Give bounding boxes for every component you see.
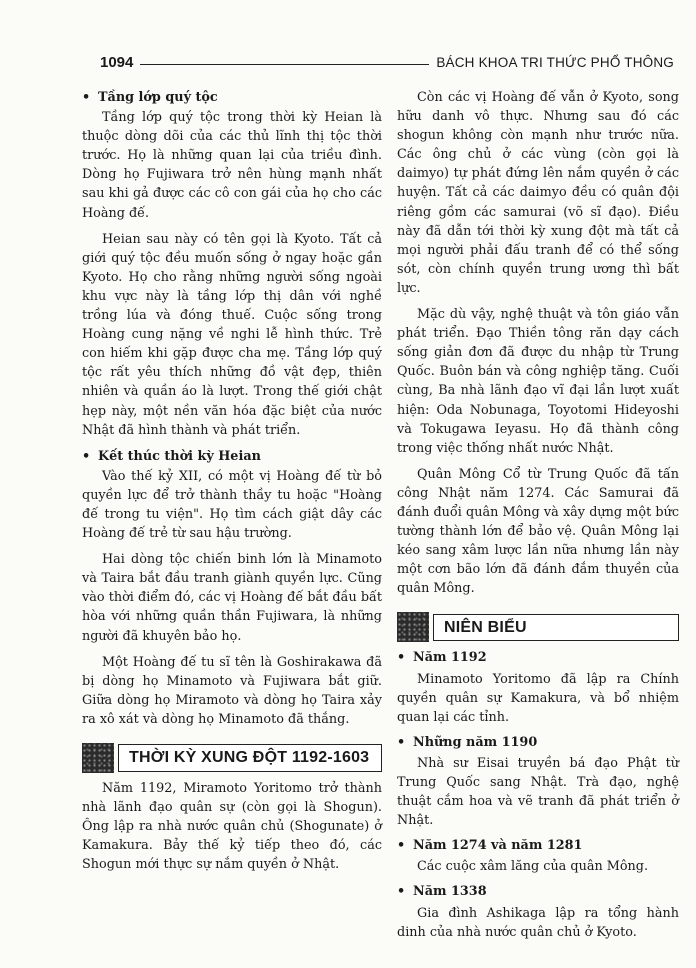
timeline-list bbox=[397, 648, 679, 941]
bullet-icon: • bbox=[397, 650, 406, 666]
section-heading-text: Kết thúc thời kỳ Heian bbox=[98, 448, 261, 464]
bullet-icon: • bbox=[397, 838, 406, 854]
timeline-year bbox=[397, 882, 679, 901]
timeline-text: Các cuộc xâm lăng của quân Mông. bbox=[417, 859, 649, 875]
timeline-year bbox=[397, 733, 679, 752]
bullet-icon: • bbox=[397, 734, 406, 750]
timeline-year-text: Năm 1192 bbox=[413, 650, 487, 666]
section-heading-nobility bbox=[82, 88, 382, 107]
paragraph: Hai dòng tộc chiến binh lớn là Minamoto và Taira bắt đầu tranh giành quyền lực. Cũng vào thời điểm đó, các vị Hoàng đế bắt đầu bất hòa với những quần thần Fujiwara, là những người đã khuyên bảo họ. bbox=[82, 552, 382, 644]
paragraph: Mặc dù vậy, nghệ thuật và tôn giáo vẫn phát triển. Đạo Thiền tông răn dạy cách sống giản đơn đã được du nhập từ Trung Quốc. Buôn bán và công nghiệp tăng. Cuối cùng, Ba nhà lãnh đạo vĩ đại lần lượt xuất hiện: Oda Nobunaga, Toyotomi Hideyoshi và Tokugawa Ieyasu. Họ đã thành công trong việc thống nhất nước Nhật. bbox=[397, 307, 679, 456]
timeline-year bbox=[397, 648, 679, 667]
timeline-text: Minamoto Yoritomo đã lập ra Chính quyền quân sự Kamakura, và bổ nhiệm quan lại các tỉnh. bbox=[397, 671, 679, 725]
paragraph: Còn các vị Hoàng đế vẫn ở Kyoto, song hữu danh vô thực. Nhưng sau đó các shogun không còn mạnh như trước nữa. Các ông chủ ở các vùng (còn gọi là daimyo) tự phát đứng lên nắm quyền ở các huyện. Tất cả các daimyo đều có quân đội riêng gồm các samurai (võ sĩ đạo). Điều này đã dẫn tới thời kỳ xung đột mà tất cả mọi người phải đấu tranh để có thể sống sót, còn chính quyền trung ương thì bất lực. bbox=[397, 90, 679, 296]
paragraph: Quân Mông Cổ từ Trung Quốc đã tấn công Nhật năm 1274. Các Samurai đã đánh đuổi quân Mông và xây dựng một bức tường thành lớn để bảo vệ. Quân Mông lại kéo sang xâm lược lần nữa nhưng lần này một cơn bão lớn đã đánh đắm thuyền của quân Mông. bbox=[397, 466, 679, 597]
section-banner-title: THỜI KỲ XUNG ĐỘT 1192-1603 bbox=[118, 744, 382, 771]
timeline-year-text: Những năm 1190 bbox=[413, 734, 538, 750]
section-texture-icon bbox=[82, 743, 114, 773]
section-banner-title: NIÊN BIỂU bbox=[433, 614, 679, 641]
section-heading-heian-end bbox=[82, 447, 382, 466]
header-rule bbox=[140, 64, 429, 65]
paragraph: Heian sau này có tên gọi là Kyoto. Tất cả giới quý tộc đều muốn sống ở ngay hoặc gần Kyoto. Họ cho rằng những người sống ngoài khu vực này là tầng lớp thị dân với nghề trồng lúa và đóng thuế. Cuộc sống trong Hoàng cung nặng về nghi lễ hình thức. Trẻ con hiếm khi gặp được cha mẹ. Tầng lớp quý tộc rất yêu thích những đồ vật đẹp, thiên nhiên và quần áo là lượt. Trong thế giới chật hẹp này, một nền văn hóa đặc biệt của nước Nhật đã hình thành và phát triển. bbox=[82, 231, 382, 438]
paragraph: Năm 1192, Miramoto Yoritomo trở thành nhà lãnh đạo quân sự (còn gọi là Shogun). Ông lập ra nhà nước quân chủ (Shogunate) ở Kamakura. Bảy thế kỷ tiếp theo đó, các Shogun mới thực sự nắm quyền ở Nhật. bbox=[82, 781, 382, 873]
timeline-text: Nhà sư Eisai truyền bá đạo Phật từ Trung Quốc sang Nhật. Trà đạo, nghệ thuật cắm hoa và vẽ tranh đã phát triển ở Nhật. bbox=[397, 755, 679, 829]
section-banner-timeline bbox=[397, 612, 679, 642]
timeline-year-text: Năm 1338 bbox=[413, 884, 487, 900]
section-banner-conflict bbox=[82, 743, 382, 773]
bullet-icon: • bbox=[82, 448, 91, 464]
timeline-year-text: Năm 1274 và năm 1281 bbox=[413, 838, 583, 854]
paragraph: Một Hoàng đế tu sĩ tên là Goshirakawa đã bị dòng họ Minamoto và Fujiwara bắt giữ. Giữa dòng họ Miramoto và dòng họ Taira xảy ra xô xát và dòng họ Minamoto đã thắng. bbox=[82, 654, 382, 727]
paragraph: Tầng lớp quý tộc trong thời kỳ Heian là thuộc dòng dõi của các thủ lĩnh thị tộc thời trước. Họ là những quan lại của triều đình. Dòng họ Fujiwara trở nên hùng mạnh nhất sau khi gả được các cô con gái của họ cho các Hoàng đế. bbox=[82, 110, 382, 221]
right-column bbox=[397, 88, 679, 948]
timeline-text: Gia đình Ashikaga lập ra tổng hành dinh của nhà nước quân chủ ở Kyoto. bbox=[397, 905, 679, 940]
paragraph: Vào thế kỷ XII, có một vị Hoàng đế từ bỏ quyền lực để trở thành thầy tu hoặc "Hoàng đế trong tu viện". Họ tìm cách giật dây các Hoàng đế trẻ từ sau hậu trường. bbox=[82, 468, 382, 542]
timeline-year bbox=[397, 836, 679, 855]
left-column bbox=[82, 88, 382, 881]
bullet-icon: • bbox=[82, 90, 91, 105]
section-texture-icon bbox=[397, 612, 429, 642]
page-number: 1094 bbox=[100, 54, 134, 71]
bullet-icon: • bbox=[397, 884, 406, 900]
page-header bbox=[100, 54, 674, 74]
section-heading-text: Tầng lớp quý tộc bbox=[98, 90, 218, 105]
book-title: BÁCH KHOA TRI THỨC PHỔ THÔNG bbox=[436, 55, 674, 70]
